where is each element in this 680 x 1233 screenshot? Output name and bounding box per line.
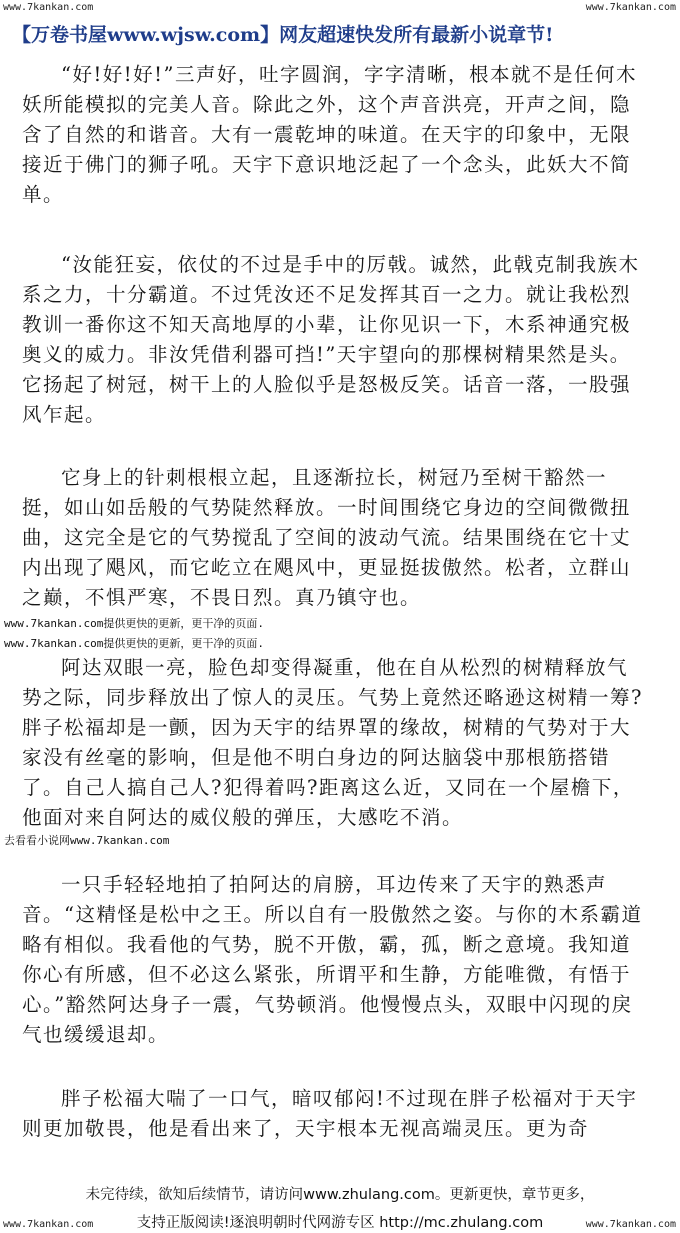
watermark-top-left: www.7kankan.com bbox=[3, 2, 94, 13]
watermark-bottom-left: www.7kankan.com bbox=[3, 1219, 94, 1230]
footer-support-notice[interactable]: 支持正版阅读!逐浪明朝时代网游专区 http://mc.zhulang.com bbox=[136, 1215, 544, 1231]
paragraph-3: 它身上的针刺根根立起，且逐渐拉长，树冠乃至树干豁然一挺，如山如岳般的气势陡然释放。一时间围绕它身边的空间微微扭曲，这完全是它的气势搅乱了空间的波动气流。结果围绕在它十丈内出现了飓风，而它屹立在飓风中，更显挺拔傲然。松者，立群山之巅，不惧严寒，不畏日烈。真乃镇守也。 bbox=[22, 466, 632, 609]
paragraph-6: 胖子松福大喘了一口气，暗叹郁闷!不过现在胖子松福对于天宇则更加敬畏，他是看出来了，天宇根本无视高端灵压。更为奇 bbox=[22, 1087, 638, 1140]
paragraph-1: “好!好!好!”三声好，吐字圆润，字字清晰，根本就不是任何木妖所能模拟的完美人音。除此之外，这个声音洪亮，开声之间，隐含了自然的和谐音。大有一震乾坤的味道。在天宇的印象中，无限接近于佛门的狮子吼。天宇下意识地泛起了一个念头，此妖大不简单。 bbox=[22, 63, 637, 206]
watermark-top-right: www.7kankan.com bbox=[585, 2, 676, 13]
site-notice-3: 去看看小说网www.7kankan.com bbox=[4, 834, 170, 847]
site-header-banner[interactable]: 【万卷书屋www.wjsw.com】网友超速快发所有最新小说章节! bbox=[12, 24, 554, 46]
paragraph-2: “汝能狂妄，依仗的不过是手中的厉戟。诚然，此戟克制我族木系之力，十分霸道。不过凭汝还不足发挥其百一之力。就让我松烈教训一番你这不知天高地厚的小辈，让你见识一下，木系神通究极奥义的威力。非汝凭借利器可挡!”天宇望向的那棵树精果然是头。它扬起了树冠，树干上的人脸似乎是怒极反笑。话音一落，一股强风乍起。 bbox=[22, 253, 640, 426]
site-notice-1: www.7kankan.com提供更快的更新，更干净的页面. bbox=[4, 617, 264, 630]
paragraph-4: 阿达双眼一亮，脸色却变得凝重，他在自从松烈的树精释放气势之际，同步释放出了惊人的灵压。气势上竟然还略逊这树精一筹?胖子松福却是一颤，因为天宇的结界罩的缘故，树精的气势对于大家没有丝毫的影响，但是他不明白身边的阿达脑袋中那根筋搭错了。自己人搞自己人?犯得着吗?距离这么近，又同在一个屋檐下，他面对来自阿达的威仪般的弹压，大感吃不消。 bbox=[22, 656, 643, 829]
site-notice-2: www.7kankan.com提供更快的更新，更干净的页面. bbox=[4, 637, 264, 650]
watermark-bottom-right: www.7kankan.com bbox=[585, 1219, 676, 1230]
paragraph-5: 一只手轻轻地拍了拍阿达的肩膀，耳边传来了天宇的熟悉声音。“这精怪是松中之王。所以自有一股傲然之姿。与你的木系霸道略有相似。我看他的气势，脱不开傲，霸，孤，断之意境。我知道你心有所感，但不必这么紧张，所谓平和生静，方能唯微，有悟于心。”豁然阿达身子一震，气势顿消。他慢慢点头，双眼中闪现的戾气也缓缓退却。 bbox=[22, 873, 643, 1046]
footer-continue-notice[interactable]: 未完待续，欲知后续情节，请访问www.zhulang.com。更新更快，章节更多， bbox=[85, 1187, 595, 1203]
